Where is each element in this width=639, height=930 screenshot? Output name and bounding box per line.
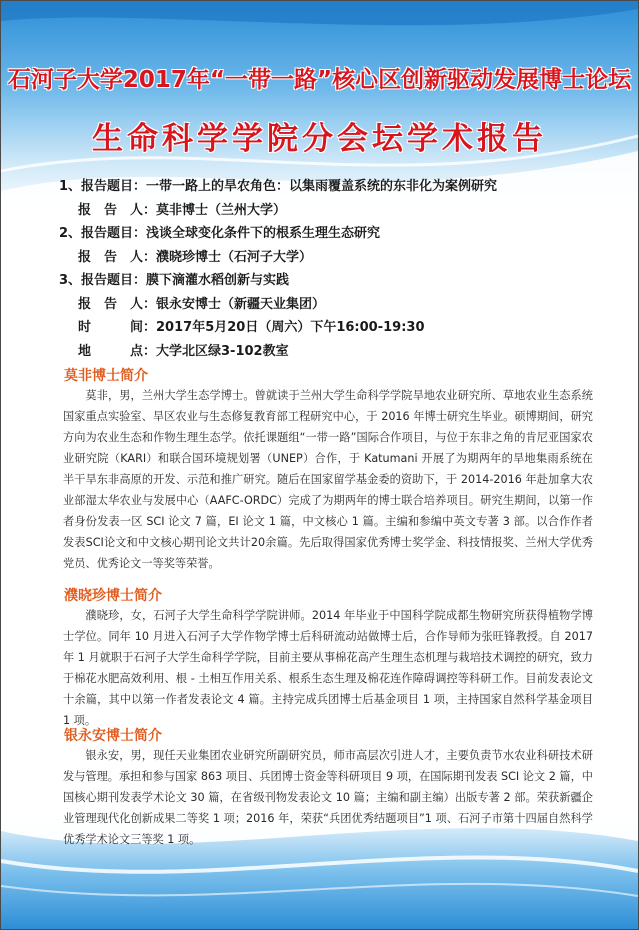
report-1-speaker-row: [59, 199, 619, 223]
report-1-title: 一带一路上的旱农角色：以集雨覆盖系统的东非化为案例研究: [146, 179, 498, 194]
bio-2-text: 濮晓珍，女，石河子大学生命科学学院讲师。2014 年毕业于中国科学院成都生物研究所获得植物学博士学位。同年 10 月进入石河子大学作物学博士后科研流动站做博士后，合作导师为张旺锋教授。自 2017 年 1 月就职于石河子大学生命科学学院，目前主要从事棉花高产生理生态机理与栽培技术调控的研究，致力于棉花水肥高效利用、根 - 土相互作用关系、根系生态生理及棉花连作障碍调控等科研工作。目前发表论文十余篇，其中以第一作者发表论文 4 篇。主持完成兵团博士后基金项目 1 项，主持国家自然科学基金项目 1 项。: [63, 609, 593, 727]
place-row: [59, 340, 619, 364]
report-2-title: 浅谈全球变化条件下的根系生理生态研究: [146, 226, 381, 241]
report-1-title-label: 1、报告题目：: [59, 179, 147, 194]
report-3-speaker-row: [59, 293, 619, 317]
report-2-title-label: 2、报告题目：: [59, 226, 147, 241]
bottom-wave-line: [1, 857, 638, 871]
top-wave-dark: [1, 1, 638, 25]
bio-3-text: 银永安，男，现任天业集团农业研究所副研究员，师市高层次引进人才，主要负责节水农业科研技术研发与管理。承担和参与国家 863 项目、兵团博士资金等科研项目 9 项，在国际期刊发表 SCI 论文 2 篇，中国核心期刊发表学术论文 30 篇，在省级刊物发表论文 10 篇；主编和副主编）出版专著 2 部。荣获新疆企业管理现代化创新成果二等奖 1 项；2016 年，荣获“兵团优秀结题项目”1 项、石河子市第十四届自然科学优秀学术论文三等奖 1 项。: [63, 749, 593, 846]
bottom-wave-line2: [1, 884, 638, 896]
report-2-title-row: [59, 222, 619, 246]
poster-title-line2: 生命科学学院分会坛学术报告: [92, 121, 547, 157]
report-2-speaker-label: 报 告 人：: [78, 249, 157, 265]
time-value: 2017年5月20日（周六）下午16:00-19:30: [156, 320, 425, 335]
report-1-speaker-label: 报 告 人：: [78, 202, 157, 218]
report-3-title-label: 3、报告题目：: [59, 273, 147, 288]
report-2-speaker: 濮晓珍博士（石河子大学）: [156, 249, 313, 265]
place-value: 大学北区绿3-102教室: [156, 343, 289, 359]
bio-1-heading: 莫非博士简介: [64, 368, 148, 384]
report-2-speaker-row: [59, 246, 619, 270]
bio-2-heading: 濮晓珍博士简介: [64, 588, 162, 604]
report-1-title-row: [59, 175, 619, 199]
report-3-speaker: 银永安博士（新疆天业集团）: [156, 296, 326, 312]
report-3-title-row: [59, 269, 619, 293]
poster-title-line1: 石河子大学2017年“一带一路”核心区创新驱动发展博士论坛: [7, 67, 632, 93]
report-info: [59, 175, 619, 363]
report-1-speaker: 莫非博士（兰州大学）: [156, 202, 287, 218]
time-row: [59, 316, 619, 340]
bio-1-text: 莫非，男，兰州大学生态学博士。曾就读于兰州大学生命科学学院旱地农业研究所、草地农业生态系统国家重点实验室、旱区农业与生态修复教育部工程研究中心，于 2016 年博士研究生毕业。硕博期间，研究方向为农业生态和作物生理生态学。依托课题组“一带一路”国际合作项目，与位于东非之角的肯尼亚国家农业研究院（KARI）和联合国环境规划署（UNEP）合作，于 Katumani 开展了为期两年的旱地集雨系统在半干旱东非高原的开发、示范和推广研究。随后在国家留学基金委的资助下，于 2014-2016 年赴加拿大农业部湿太华农业与发展中心（AAFC-ORDC）完成了为期两年的博士联合培养项目。研究生期间，以第一作者身份发表一区 SCI 论文 7 篇，EI 论文 1 篇，中文核心 1 篇。主编和参编中英文专著 3 部。以合作作者发表SCI论文和中文核心期刊论文共计20余篇。先后取得国家优秀博士奖学金、科技情报奖、兰州大学优秀党员、优秀论文一等奖等荣誉。: [63, 389, 593, 570]
place-label: 地 点：: [78, 343, 157, 359]
report-3-title: 膜下滴灌水稻创新与实践: [146, 273, 290, 288]
bio-3-heading: 银永安博士简介: [64, 728, 162, 744]
time-label: 时 间：: [78, 320, 157, 335]
report-3-speaker-label: 报 告 人：: [78, 296, 157, 312]
